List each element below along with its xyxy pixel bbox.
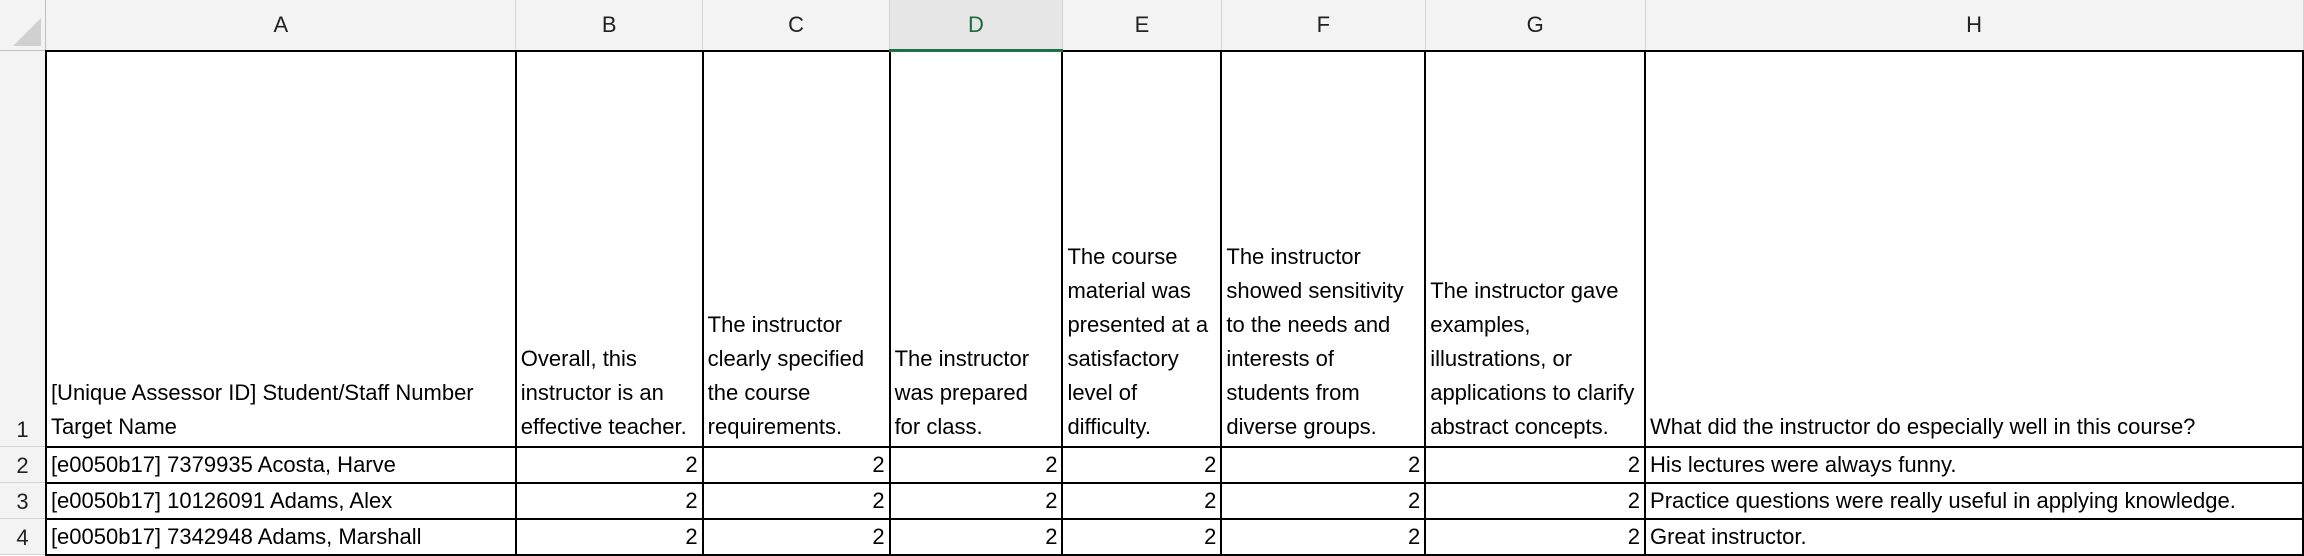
column-header-h[interactable]: H (1645, 0, 2303, 51)
cell-a3[interactable]: [e0050b17] 10126091 Adams, Alex (46, 483, 516, 519)
cell-f3[interactable]: 2 (1221, 483, 1425, 519)
cell-c2[interactable]: 2 (703, 447, 890, 483)
cell-e1[interactable]: The course material was presented at a satisfactory level of difficulty. (1062, 51, 1221, 447)
cell-g2[interactable]: 2 (1425, 447, 1645, 483)
table-row (0, 447, 2303, 483)
table-row (0, 483, 2303, 519)
column-header-e[interactable]: E (1062, 0, 1221, 51)
cell-a2[interactable]: [e0050b17] 7379935 Acosta, Harve (46, 447, 516, 483)
column-header-b[interactable]: B (516, 0, 703, 51)
table-row (0, 519, 2303, 555)
column-header-c[interactable]: C (703, 0, 890, 51)
cell-b2[interactable]: 2 (516, 447, 703, 483)
cell-f4[interactable]: 2 (1221, 519, 1425, 555)
column-header-f[interactable]: F (1221, 0, 1425, 51)
cell-g1[interactable]: The instructor gave examples, illustrations, or applications to clarify abstract concepts. (1425, 51, 1645, 447)
cell-b4[interactable]: 2 (516, 519, 703, 555)
cell-g4[interactable]: 2 (1425, 519, 1645, 555)
row-header-4[interactable]: 4 (0, 519, 46, 555)
cell-d4[interactable]: 2 (890, 519, 1063, 555)
cell-a1[interactable]: [Unique Assessor ID] Student/Staff Number Target Name (46, 51, 516, 447)
table-row (0, 51, 2303, 447)
row-header-2[interactable]: 2 (0, 447, 46, 483)
cell-h4[interactable]: Great instructor. (1645, 519, 2303, 555)
cell-a4[interactable]: [e0050b17] 7342948 Adams, Marshall (46, 519, 516, 555)
cell-h3[interactable]: Practice questions were really useful in applying knowledge. (1645, 483, 2303, 519)
cell-d2[interactable]: 2 (890, 447, 1063, 483)
cell-c3[interactable]: 2 (703, 483, 890, 519)
column-header-g[interactable]: G (1425, 0, 1645, 51)
cell-e3[interactable]: 2 (1062, 483, 1221, 519)
row-header-1[interactable]: 1 (0, 51, 46, 447)
cell-h2[interactable]: His lectures were always funny. (1645, 447, 2303, 483)
cell-g3[interactable]: 2 (1425, 483, 1645, 519)
cell-h1[interactable]: What did the instructor do especially well in this course? (1645, 51, 2303, 447)
row-header-3[interactable]: 3 (0, 483, 46, 519)
select-all-triangle-icon (13, 18, 41, 46)
cell-c1[interactable]: The instructor clearly specified the course requirements. (703, 51, 890, 447)
select-all-corner[interactable] (0, 0, 46, 51)
cell-e2[interactable]: 2 (1062, 447, 1221, 483)
column-header-d[interactable]: D (890, 0, 1063, 51)
column-header-a[interactable]: A (46, 0, 516, 51)
cell-b3[interactable]: 2 (516, 483, 703, 519)
cell-c4[interactable]: 2 (703, 519, 890, 555)
cell-d1[interactable]: The instructor was prepared for class. (890, 51, 1063, 447)
cell-e4[interactable]: 2 (1062, 519, 1221, 555)
cell-f2[interactable]: 2 (1221, 447, 1425, 483)
cell-f1[interactable]: The instructor showed sensitivity to the needs and interests of students from diverse groups. (1221, 51, 1425, 447)
cell-b1[interactable]: Overall, this instructor is an effective teacher. (516, 51, 703, 447)
cell-d3[interactable]: 2 (890, 483, 1063, 519)
column-header-row (0, 0, 2303, 51)
